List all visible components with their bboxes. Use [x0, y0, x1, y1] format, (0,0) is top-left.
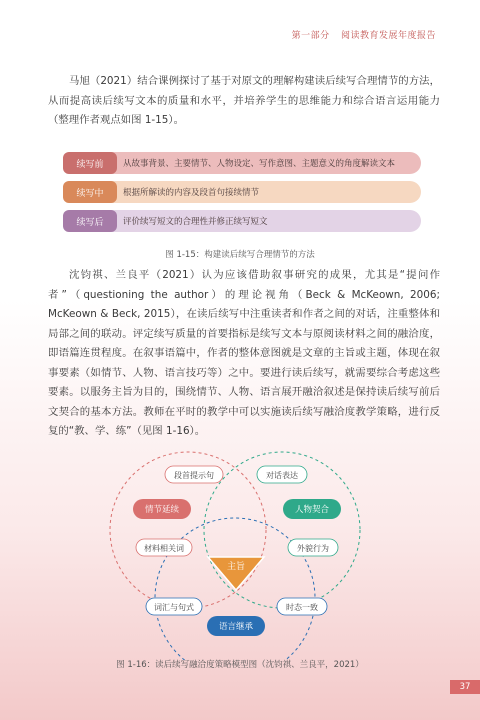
center-label: 主旨 [226, 562, 246, 572]
label-text: 段首提示句 [174, 471, 214, 480]
flow-row-body: 评价续写短文的合理性并修正续写短文 [105, 210, 421, 232]
label-text: 外貌行为 [297, 544, 329, 553]
plot-label: 情节延续 [144, 505, 180, 515]
flow-row-tag: 续写后 [63, 210, 117, 232]
page-number: 37 [450, 680, 480, 694]
language-label: 语言继承 [218, 622, 254, 632]
flow-row-body: 从故事背景、主要情节、人物设定、写作意图、主题意义的角度解读文本 [105, 152, 421, 174]
character-label: 人物契合 [294, 505, 330, 515]
paragraph-1: 马旭（2021）结合课例探讨了基于对原文的理解构建读后续写合理情节的方法，从而提高读后续写文本的质量和水平，并培养学生的思维能力和综合语言运用能力（整理作者观点如图 1-15）。 [48, 75, 440, 126]
figure-caption-1-16: 图 1-16：读后续写融洽度策略模型图（沈钧祺、兰良平，2021） [116, 660, 364, 670]
flow-row-before [63, 152, 421, 174]
venn-diagram-1-16 [0, 440, 480, 660]
header-title: 阅读教育发展年度报告 [340, 31, 436, 41]
label-text: 对话表达 [266, 471, 298, 480]
flow-row-after [63, 210, 421, 232]
flow-row-tag: 续写中 [63, 181, 117, 203]
flow-row-during [63, 181, 421, 203]
flow-row-body: 根据所解读的内容及段首句接续情节 [105, 181, 421, 203]
figure-caption-1-15: 图 1-15：构建读后续写合理情节的方法 [165, 250, 315, 260]
running-header [292, 28, 436, 41]
header-part: 第一部分 [291, 31, 330, 41]
label-text: 时态一致 [286, 603, 318, 612]
flow-row-tag: 续写前 [63, 152, 117, 174]
label-text: 词汇与句式 [154, 603, 194, 612]
paragraph-2: 沈钧祺、兰良平（2021）认为应该借助叙事研究的成果，尤其是“提问作者”（questioning the author）的理论视角（Beck & McKeown, 2006; McKeown & Beck, 2015），在读后续写中注重读者和作者之间的对话，注重整体和局部之间的联动。评定续写质量的首要指标是续写文本与原阅读材料之间的融洽度，即语篇连贯程度。在叙事语篇中，作者的整体意图就是文章的主旨或主题，体现在叙事要素（如情节、人物、语言技巧等）之中。要进行读后续写，就需要综合考虑这些要素。以服务主旨为目的，围绕情节、人物、语言展开融洽叙述是保持读后续写前后文契合的基本方法。教师在平时的教学中可以实施读后续写融洽度教学策略，进行反复的“教、学、练”（见图 1-16）。 [48, 269, 440, 437]
label-text: 材料相关词 [144, 544, 184, 553]
